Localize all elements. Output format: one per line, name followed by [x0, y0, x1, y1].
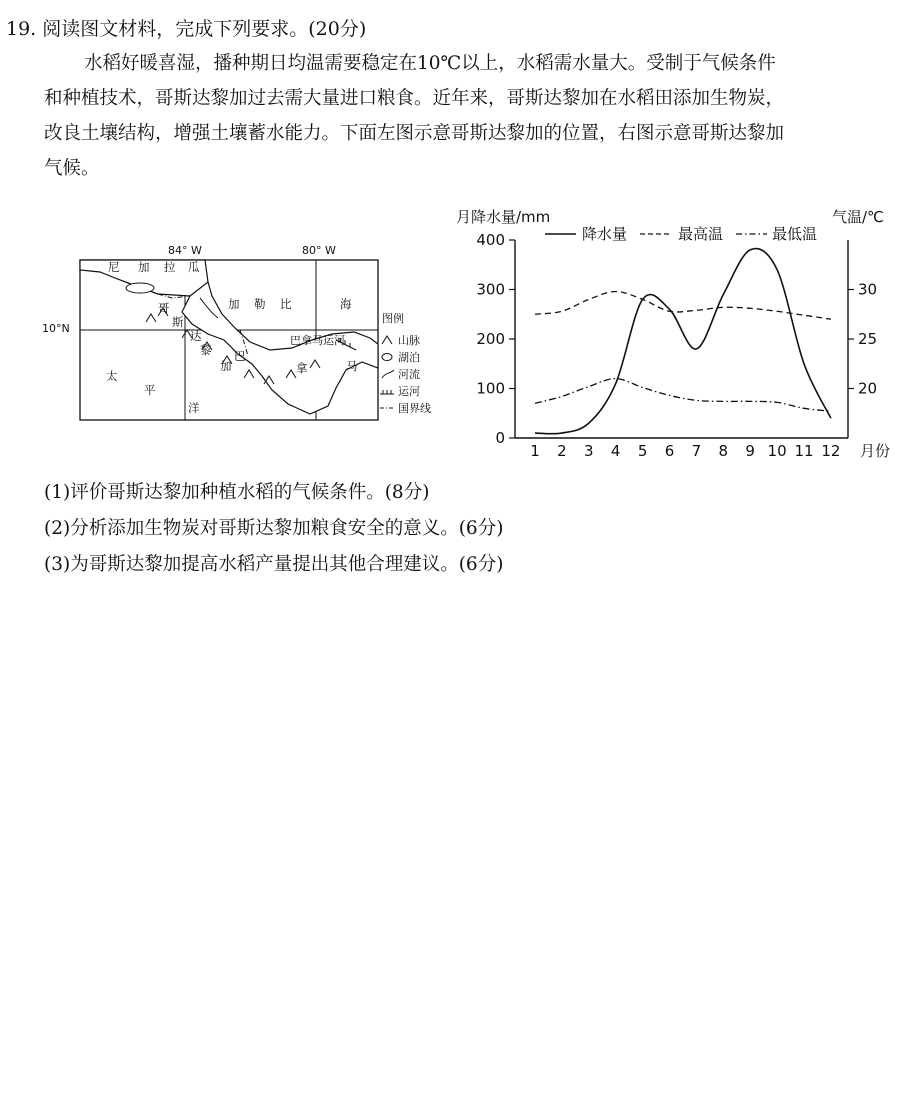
paragraph-line: 气候。 — [44, 158, 100, 179]
y-left-tick-label: 300 — [476, 280, 505, 299]
label-costarica-5: 加 — [220, 359, 232, 373]
y-right-axis-label: 气温/℃ — [832, 208, 884, 226]
sub-question-1: (1)评价哥斯达黎加种植水稻的气候条件。(8分) — [44, 482, 430, 503]
y-left-tick-label: 200 — [476, 330, 505, 348]
paragraph-line: 和种植技术，哥斯达黎加过去需大量进口粮食。近年来，哥斯达黎加在水稻田添加生物炭， — [44, 88, 785, 109]
x-tick-label: 10 — [767, 442, 787, 460]
x-tick-label: 4 — [610, 442, 621, 460]
y-left-tick-label: 100 — [476, 379, 505, 398]
label-pacific-2: 平 — [144, 383, 156, 397]
label-caribbean-1: 加 — [228, 297, 240, 311]
y-left-tick-label: 0 — [495, 429, 505, 447]
lon-label-80w: 80° W — [302, 244, 336, 257]
min-temp-line — [535, 379, 831, 412]
x-tick-label: 7 — [691, 442, 702, 460]
legend-river-icon — [382, 370, 394, 378]
label-pacific-1: 太 — [106, 369, 118, 383]
chart-legend — [545, 225, 817, 243]
x-tick-label: 2 — [557, 442, 567, 460]
x-tick-label: 6 — [664, 442, 675, 460]
label-nicaragua-4: 瓜 — [188, 260, 200, 274]
label-pacific-3: 洋 — [188, 401, 200, 415]
legend-item-lake: 湖泊 — [398, 351, 420, 364]
label-caribbean-4: 海 — [340, 297, 352, 311]
label-nicaragua-1: 尼 — [108, 260, 120, 274]
x-tick-label: 11 — [794, 442, 814, 460]
legend-max-temp-label: 最高温 — [678, 225, 724, 243]
lake-nicaragua — [126, 283, 154, 293]
legend-item-border: 国界线 — [398, 402, 431, 415]
x-tick-label: 9 — [745, 442, 755, 460]
climate-chart — [440, 198, 900, 463]
y-left-tick-label: 400 — [476, 231, 505, 249]
label-caribbean-3: 比 — [280, 297, 292, 311]
map-legend — [380, 311, 431, 415]
legend-min-temp-label: 最低温 — [772, 225, 818, 243]
x-axis-label: 月份 — [860, 442, 891, 460]
series-layer — [535, 249, 831, 434]
lat-label-10n: 10°N — [42, 322, 70, 335]
legend-mountain-icon — [382, 336, 392, 344]
x-tick-label: 3 — [584, 442, 594, 460]
sub-question-3: (3)为哥斯达黎加提高水稻产量提出其他合理建议。(6分) — [44, 554, 504, 575]
question-paragraph — [44, 46, 894, 186]
x-tick-label: 8 — [718, 442, 729, 460]
label-costarica-3: 达 — [190, 329, 202, 343]
y-right-ticks — [848, 281, 877, 398]
legend-item-river: 河流 — [398, 368, 420, 381]
label-nicaragua-3: 拉 — [164, 260, 176, 274]
label-costarica-2: 斯 — [172, 315, 184, 329]
precipitation-line — [535, 249, 831, 434]
sub-question-2: (2)分析添加生物炭对哥斯达黎加粮食安全的意义。(6分) — [44, 518, 504, 539]
legend-precip-label: 降水量 — [582, 225, 628, 243]
paragraph-line: 水稻好暖喜湿，播种期日均温需要稳定在10℃以上，水稻需水量大。受制于气候条件 — [84, 53, 776, 74]
legend-item-mountain: 山脉 — [398, 334, 420, 347]
label-panama-canal: 巴拿马运河 — [290, 334, 345, 347]
y-right-tick-label: 20 — [858, 379, 878, 398]
x-tick-label: 12 — [821, 442, 841, 460]
label-nicaragua-2: 加 — [138, 260, 150, 274]
label-panama-1: 巴 — [234, 349, 246, 363]
y-left-axis-label: 月降水量/mm — [456, 208, 551, 226]
location-map — [40, 238, 440, 438]
x-tick-label: 5 — [637, 442, 648, 460]
y-right-tick-label: 30 — [858, 280, 878, 299]
label-caribbean-2: 勒 — [254, 297, 266, 311]
y-right-tick-label: 25 — [858, 330, 878, 348]
label-panama-2: 拿 — [296, 361, 308, 375]
lon-label-84w: 84° W — [168, 244, 202, 257]
legend-lake-icon — [382, 354, 392, 361]
paragraph-line: 改良土壤结构，增强土壤蓄水能力。下面左图示意哥斯达黎加的位置，右图示意哥斯达黎加 — [44, 123, 785, 144]
max-temp-line — [535, 291, 831, 319]
label-panama-3: 马 — [346, 359, 358, 373]
legend-item-canal: 运河 — [398, 385, 420, 398]
y-left-ticks — [476, 231, 515, 447]
legend-canal-icon — [380, 390, 394, 394]
x-ticks — [530, 442, 840, 460]
label-costarica-4: 黎 — [200, 343, 212, 357]
legend-title: 图例 — [382, 312, 404, 325]
label-costarica-1: 哥 — [158, 301, 170, 315]
question-title: 19. 阅读图文材料，完成下列要求。(20分) — [6, 18, 367, 40]
x-tick-label: 1 — [530, 442, 540, 460]
